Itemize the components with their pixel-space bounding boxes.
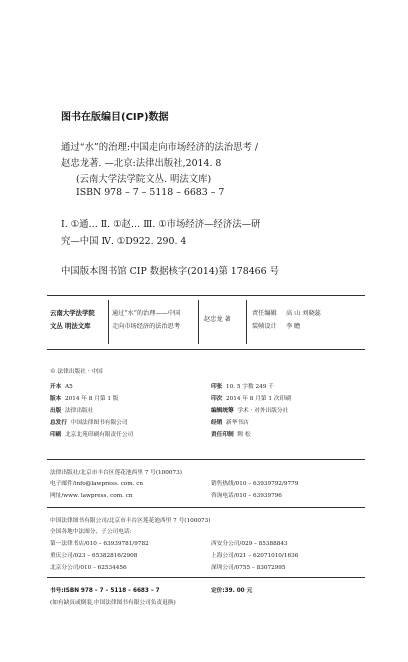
spec-left-4 — [50, 429, 133, 438]
footer-rule — [47, 577, 365, 578]
publisher-rule — [47, 459, 365, 460]
branch-right-0: 西安分公司/029 – 85388843 — [211, 541, 288, 547]
branches-intro: 全国各地中法图分、子公司电话: — [50, 529, 132, 535]
price-line: 定价:39. 00 元 — [211, 588, 253, 594]
spec-value: 陶 松 — [237, 432, 251, 438]
spec-left-3 — [50, 417, 128, 426]
spec-label: 印张 — [211, 384, 223, 390]
branch-right-1: 上海公司/021 – 62071010/1636 — [211, 553, 299, 559]
spec-value: 新华书店 — [226, 420, 249, 426]
isbn-line: 书号:ISBN 978 – 7 – 5118 – 6683 – 7 — [50, 588, 160, 594]
cip-line-isbn: ISBN 978 – 7 – 5118 – 6683 – 7 — [76, 187, 225, 198]
cip-line-subject1: Ⅰ. ①通… Ⅱ. ①赵… Ⅲ. ①市场经济—经济法—研 — [61, 219, 261, 230]
series-name-line2: 文丛 明法文库 — [50, 322, 91, 330]
cip-line-title: 通过“水”的治理:中国走向市场经济的法治思考 / — [61, 142, 259, 153]
publisher-email: 电子邮件/info@lawpress. com. cn — [50, 481, 144, 487]
cip-heading: 图书在版编目(CIP)数据 — [61, 112, 169, 123]
spec-value: 中国法律图书有限公司 — [70, 420, 128, 426]
spec-right-0 — [211, 381, 274, 390]
spec-right-2 — [211, 405, 288, 414]
branch-left-1: 重庆公司/023 – 65382816/2908 — [50, 553, 138, 559]
publisher-address: 法律出版社/北京市丰台区莲花池西里 7 号(100073) — [50, 470, 182, 476]
spec-label: 总发行 — [50, 420, 68, 426]
spec-value: 2014 年 8 月第 1 版 — [65, 396, 119, 402]
copyright-line: © 法律出版社 · 中国 — [50, 369, 103, 375]
spec-label: 出版 — [50, 408, 62, 414]
box-bottom-rule — [47, 349, 365, 350]
spec-label: 经销 — [211, 420, 223, 426]
book-author: 赵忠龙 著 — [204, 316, 231, 323]
spec-value: A5 — [65, 384, 73, 390]
cip-line-series: (云南大学法学院文丛. 明法文库) — [76, 174, 212, 185]
spec-label: 印次 — [211, 396, 223, 402]
cip-line-subject2: 究—中国 Ⅳ. ①D922. 290. 4 — [61, 236, 187, 247]
branch-right-2: 深圳公司/0755 – 83072995 — [211, 565, 286, 571]
publisher-website: 网址/www. lawpress. com. cn — [50, 493, 133, 499]
spec-right-3 — [211, 417, 249, 426]
spec-label: 编辑统筹 — [211, 408, 234, 414]
designer-label: 装帧设计 — [252, 323, 277, 330]
spec-right-4 — [211, 429, 251, 438]
spec-right-1 — [211, 393, 291, 402]
book-title-line2: 走向市场经济的法治思考 — [112, 323, 181, 330]
editor-names: 高 山 刘晓蕊 — [286, 310, 321, 317]
spec-left-2 — [50, 405, 93, 414]
consult-phone: 咨询电话/010 – 63939796 — [211, 493, 282, 499]
box-divider-2 — [198, 300, 199, 344]
spec-label: 印刷 — [50, 432, 62, 438]
distributor-rule — [47, 507, 365, 508]
spec-value: 学术 · 对外出版分社 — [237, 408, 289, 414]
box-top-rule — [47, 295, 365, 296]
spec-left-1 — [50, 393, 119, 402]
cip-line-author: 赵忠龙著. —北京:法律出版社,2014. 8 — [61, 158, 222, 169]
box-divider-3 — [246, 300, 247, 344]
distributor-address: 中国法律图书有限公司/北京市丰台区莲花池西里 7 号(100073) — [50, 518, 211, 524]
editor-label: 责任编辑 — [252, 310, 277, 317]
sales-hotline: 销售热线/010 – 63939792/9779 — [211, 481, 299, 487]
designer-name: 李 瞻 — [286, 323, 301, 330]
box-divider-1 — [108, 300, 109, 344]
spec-value: 北京北苑印刷有限责任公司 — [65, 432, 134, 438]
spec-label: 开本 — [50, 384, 62, 390]
spec-value: 2014 年 8 月第 1 次印刷 — [226, 396, 291, 402]
cip-line-record: 中国版本图书馆 CIP 数据核字(2014)第 178466 号 — [61, 266, 279, 277]
spec-left-0 — [50, 381, 73, 390]
branch-left-2: 北京分公司/010 – 62534456 — [50, 565, 127, 571]
book-title-line1: 通过“水”的治理——中国 — [112, 310, 181, 317]
branch-left-0: 第一法律书店/010 – 63939781/9782 — [50, 541, 149, 547]
series-name-line1: 云南大学法学院 — [50, 309, 95, 317]
spec-label: 版本 — [50, 396, 62, 402]
spec-label: 责任印制 — [211, 432, 234, 438]
spec-value: 法律出版社 — [65, 408, 94, 414]
replacement-note: (如有缺页或倒装,中国法律图书有限公司负责退换) — [50, 600, 176, 606]
spec-value: 10. 5 字数 249 千 — [226, 384, 274, 390]
